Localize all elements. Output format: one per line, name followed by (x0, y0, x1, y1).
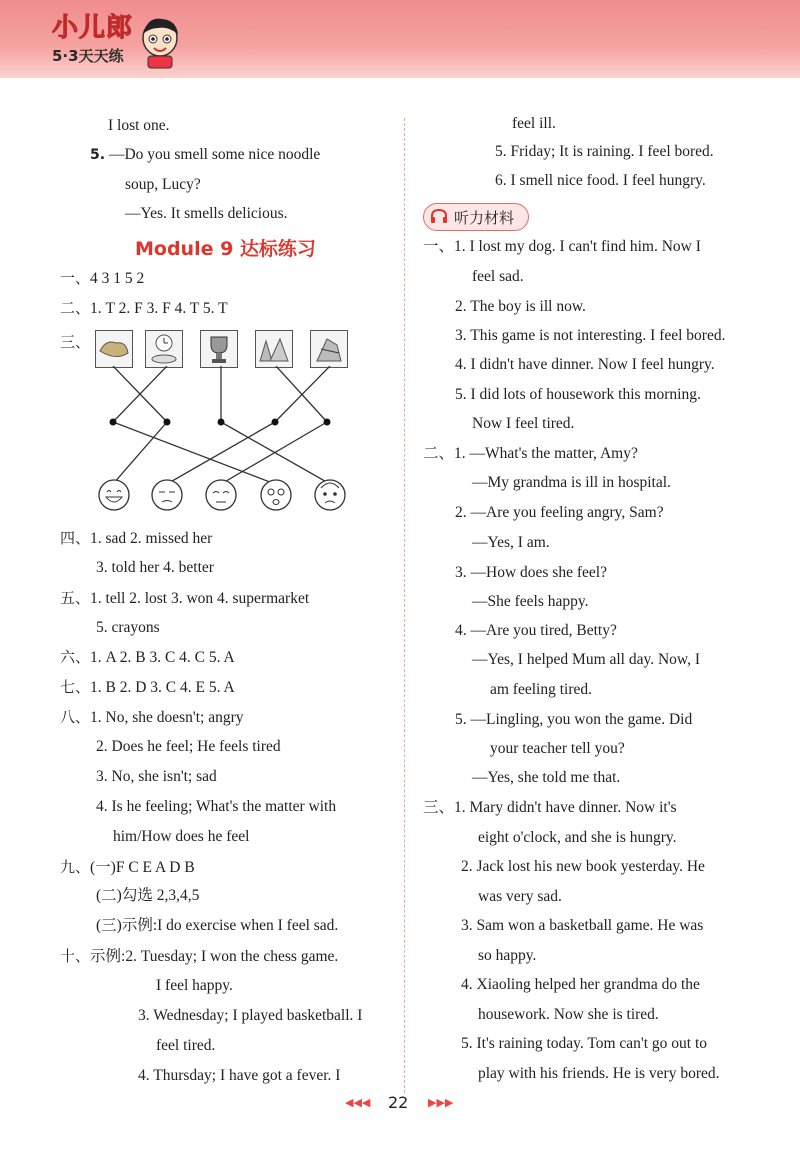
item-number: 5. (90, 147, 106, 163)
right-line: 5. —Lingling, you won the game. Did (455, 711, 693, 728)
right-line: your teacher tell you? (490, 740, 625, 757)
answer-row: 4. Thursday; I have got a fever. I (138, 1067, 341, 1084)
right-line: —Yes, she told me that. (472, 769, 621, 786)
answer-row: 2. Does he feel; He feels tired (96, 738, 281, 755)
answer-row: I feel happy. (156, 977, 233, 994)
right-line: eight o'clock, and she is hungry. (478, 829, 677, 846)
house-picture (255, 330, 293, 368)
right-line: 4. —Are you tired, Betty? (455, 622, 617, 639)
answer-row (60, 857, 195, 878)
section-label: 一、 (60, 269, 91, 287)
matching-lines (90, 366, 360, 484)
answer-text: (一)F C E A D B (90, 859, 195, 876)
answer-text: 1. sad 2. missed her (90, 530, 213, 547)
listening-material-badge (423, 203, 529, 231)
item-text: —Do you smell some nice noodle (108, 146, 321, 163)
series-name: 5·3天天练 (52, 47, 124, 65)
answer-row: 4. Is he feeling; What's the matter with (96, 798, 337, 815)
left-line-5 (90, 145, 320, 165)
trophy-picture (200, 330, 238, 368)
answer-row: (二)勾选 2,3,4,5 (96, 887, 200, 904)
badge-label: 听力材料 (454, 209, 515, 227)
answer-row (60, 268, 144, 289)
answer-row: feel tired. (156, 1037, 216, 1054)
section-label: 二、 (60, 299, 91, 317)
prev-arrows-icon: ◀◀◀ (345, 1096, 371, 1109)
brand-logo (52, 14, 133, 66)
right-line: 5. Friday; It is raining. I feel bored. (495, 143, 714, 160)
section-label: 六、 (60, 648, 91, 666)
section-label: 十、 (60, 947, 91, 965)
answer-text: 示例:2. Tuesday; I won the chess game. (90, 948, 339, 965)
answer-row (60, 707, 243, 728)
right-line: 5. It's raining today. Tom can't go out to (461, 1035, 708, 1052)
brand-name: 小儿郎 (52, 13, 134, 43)
sad-face-icon (313, 478, 347, 512)
answer-row (60, 298, 228, 319)
answer-row: 3. No, she isn't; sad (96, 768, 217, 785)
answer-row (60, 332, 90, 353)
section-label: 八、 (60, 708, 91, 726)
right-line: feel ill. (512, 115, 556, 132)
answer-text: 4 3 1 5 2 (90, 270, 145, 287)
right-line: 3. Sam won a basketball game. He was (461, 917, 704, 934)
answer-text: 1. T 2. F 3. F 4. T 5. T (90, 300, 228, 317)
answer-row (60, 588, 309, 609)
answer-row: 3. told her 4. better (96, 559, 214, 576)
right-line: 6. I smell nice food. I feel hungry. (495, 172, 706, 189)
answer-row: 5. crayons (96, 619, 160, 636)
answer-row (60, 677, 235, 698)
right-line: 4. Xiaoling helped her grandma do the (461, 976, 700, 993)
right-line: play with his friends. He is very bored. (478, 1065, 720, 1082)
right-line: 4. I didn't have dinner. Now I feel hungry. (455, 356, 715, 373)
right-line: was very sad. (478, 888, 562, 905)
right-line: 3. This game is not interesting. I feel bored. (455, 327, 726, 344)
section-label: 九、 (60, 858, 91, 876)
right-line: 三、1. Mary didn't have dinner. Now it's (423, 799, 677, 816)
right-line: 2. Jack lost his new book yesterday. He (461, 858, 705, 875)
tired-face-icon (204, 478, 238, 512)
answer-row (60, 946, 338, 967)
right-line: —She feels happy. (472, 593, 589, 610)
page-number: 22 (388, 1093, 409, 1112)
section-label: 四、 (60, 529, 91, 547)
right-line: housework. Now she is tired. (478, 1006, 659, 1023)
answer-text: 1. No, she doesn't; angry (90, 709, 244, 726)
surprised-face-icon (259, 478, 293, 512)
happy-face-icon (97, 478, 131, 512)
map-picture (95, 330, 133, 368)
answer-row: (三)示例:I do exercise when I feel sad. (96, 917, 339, 934)
left-line: soup, Lucy? (125, 176, 201, 193)
section-label: 三、 (60, 333, 91, 351)
right-line: —Yes, I helped Mum all day. Now, I (472, 651, 701, 668)
mascot-icon (138, 14, 182, 70)
right-line: 3. —How does she feel? (455, 564, 607, 581)
right-line: so happy. (478, 947, 537, 964)
right-line: 2. —Are you feeling angry, Sam? (455, 504, 664, 521)
column-divider (404, 118, 405, 1093)
answer-text: 1. A 2. B 3. C 4. C 5. A (90, 649, 235, 666)
answer-row (60, 528, 212, 549)
page-header (0, 0, 800, 78)
right-line: 5. I did lots of housework this morning. (455, 386, 701, 403)
answer-row: 3. Wednesday; I played basketball. I (138, 1007, 363, 1024)
right-line: Now I feel tired. (472, 415, 575, 432)
right-line: am feeling tired. (490, 681, 592, 698)
left-line: I lost one. (108, 117, 170, 134)
headphones-icon (430, 208, 448, 224)
answer-text: 1. tell 2. lost 3. won 4. supermarket (90, 590, 310, 607)
sick-picture (310, 330, 348, 368)
right-line: —Yes, I am. (472, 534, 550, 551)
clock-food-picture (145, 330, 183, 368)
section-label: 五、 (60, 589, 91, 607)
module-title: Module 9 达标练习 (135, 238, 316, 260)
right-line: —My grandma is ill in hospital. (472, 474, 671, 491)
answer-row (60, 647, 235, 668)
answer-text: 1. B 2. D 3. C 4. E 5. A (90, 679, 235, 696)
next-arrows-icon: ▶▶▶ (428, 1096, 454, 1109)
bored-face-icon (150, 478, 184, 512)
right-line: 一、1. I lost my dog. I can't find him. Now I (423, 238, 701, 255)
right-line: 二、1. —What's the matter, Amy? (423, 445, 638, 462)
left-line: —Yes. It smells delicious. (125, 205, 288, 222)
section-label: 七、 (60, 678, 91, 696)
answer-row: him/How does he feel (113, 828, 250, 845)
right-line: 2. The boy is ill now. (455, 298, 586, 315)
right-line: feel sad. (472, 268, 524, 285)
